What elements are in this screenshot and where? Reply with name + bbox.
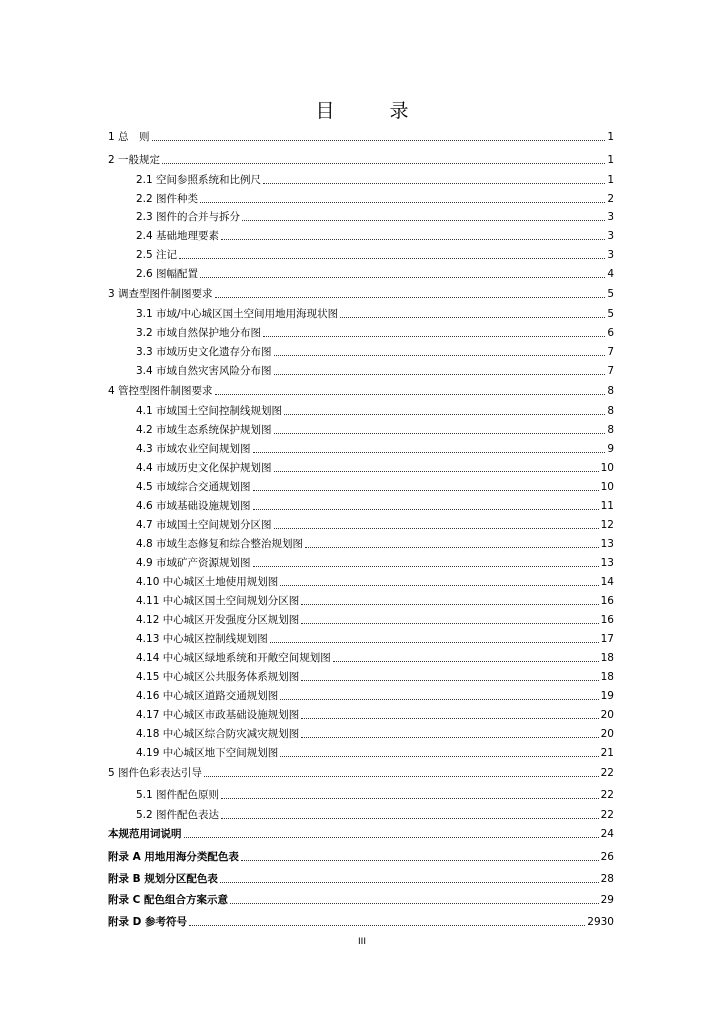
toc-entry-text: 3.2 市域自然保护地分布图 — [136, 327, 262, 339]
toc-entry-text: 4.12 中心城区开发强度分区规划图 — [136, 614, 300, 626]
toc-entry[interactable] — [136, 806, 614, 822]
leader-dots — [200, 276, 605, 278]
toc-entry-text: 4.8 市域生态修复和综合整治规划图 — [136, 538, 304, 550]
toc-entry[interactable] — [108, 285, 614, 301]
toc-entry-text: 4.4 市域历史文化保护规划图 — [136, 462, 272, 474]
toc-entry-page: 10 — [600, 462, 614, 474]
toc-entry-text: 4.11 中心城区国土空间规划分区图 — [136, 595, 300, 607]
toc-entry[interactable] — [108, 825, 614, 841]
toc-entry-page: 4 — [607, 268, 614, 280]
leader-dots — [221, 817, 599, 819]
leader-dots — [253, 565, 599, 567]
toc-entry[interactable] — [136, 208, 614, 224]
leader-dots — [179, 257, 605, 259]
toc-entry-text: 4.17 中心城区市政基础设施规划图 — [136, 709, 300, 721]
toc-entry-text: 本规范用词说明 — [108, 828, 182, 840]
leader-dots — [270, 641, 599, 643]
toc-entry-text: 4.6 市域基础设施规划图 — [136, 500, 251, 512]
toc-entry[interactable] — [136, 227, 614, 243]
leader-dots — [274, 432, 606, 434]
toc-entry-text: 2.2 图件种类 — [136, 193, 199, 205]
toc-entry-page: 2 — [607, 193, 614, 205]
toc-entry-text: 3 调查型图件制图要求 — [108, 288, 213, 300]
leader-dots — [220, 881, 599, 883]
leader-dots — [263, 182, 605, 184]
page-number: III — [358, 937, 366, 947]
toc-entry-text: 4.10 中心城区土地使用规划图 — [136, 576, 279, 588]
toc-entry[interactable] — [136, 324, 614, 340]
toc-entry-page: 7 — [607, 365, 614, 377]
toc-entry-text: 2.3 图件的合并与拆分 — [136, 211, 241, 223]
toc-entry-page: 26 — [600, 851, 614, 863]
leader-dots — [274, 527, 599, 529]
leader-dots — [184, 836, 599, 838]
leader-dots — [230, 902, 599, 904]
toc-entry-page: 13 — [600, 538, 614, 550]
toc-entry[interactable] — [136, 440, 614, 456]
toc-entry[interactable] — [136, 744, 614, 760]
toc-entry-page: 3 — [607, 249, 614, 261]
toc-entry-page: 10 — [600, 481, 614, 493]
toc-entry-page: 18 — [600, 671, 614, 683]
toc-entry-page: 3 — [607, 230, 614, 242]
leader-dots — [253, 451, 606, 453]
toc-entry[interactable] — [136, 421, 614, 437]
toc-entry[interactable] — [136, 706, 614, 722]
toc-entry[interactable] — [136, 190, 614, 206]
toc-entry-text: 4.19 中心城区地下空间规划图 — [136, 747, 279, 759]
toc-entry-page: 8 — [607, 424, 614, 436]
toc-entry-page: 7 — [607, 346, 614, 358]
leader-dots — [204, 775, 599, 777]
toc-entry[interactable] — [136, 497, 614, 513]
toc-entry-text: 2.6 图幅配置 — [136, 268, 199, 280]
toc-entry-page: 13 — [600, 557, 614, 569]
leader-dots — [301, 717, 598, 719]
leader-dots — [301, 736, 598, 738]
toc-entry-text: 1 总 则 — [108, 131, 150, 143]
leader-dots — [284, 413, 605, 415]
toc-entry-text: 2.1 空间参照系统和比例尺 — [136, 174, 262, 186]
leader-dots — [305, 546, 599, 548]
toc-entry-page: 14 — [600, 576, 614, 588]
toc-entry-text: 4 管控型图件制图要求 — [108, 385, 213, 397]
toc-entry[interactable] — [136, 554, 614, 570]
toc-entry-page: 21 — [600, 747, 614, 759]
toc-entry[interactable] — [136, 573, 614, 589]
toc-entry[interactable] — [136, 725, 614, 741]
toc-entry[interactable] — [136, 402, 614, 418]
leader-dots — [274, 373, 606, 375]
toc-entry-text: 4.7 市域国土空间规划分区图 — [136, 519, 272, 531]
leader-dots — [274, 354, 606, 356]
toc-entry-page: 17 — [600, 633, 614, 645]
toc-entry-page: 20 — [600, 709, 614, 721]
toc-entry-text: 4.3 市域农业空间规划图 — [136, 443, 251, 455]
leader-dots — [221, 797, 599, 799]
toc-entry-page: 28 — [600, 873, 614, 885]
toc-entry-text: 3.1 市域/中心城区国土空间用地用海现状图 — [136, 308, 339, 320]
page-title: 目 录 — [315, 100, 427, 122]
toc-entry-text: 5.2 图件配色表达 — [136, 809, 220, 821]
toc-entry-page: 19 — [600, 690, 614, 702]
toc-entry-text: 5 图件色彩表达引导 — [108, 767, 203, 779]
toc-entry-text: 4.13 中心城区控制线规划图 — [136, 633, 268, 645]
toc-entry[interactable] — [136, 535, 614, 551]
toc-entry-text: 5.1 图件配色原则 — [136, 789, 220, 801]
toc-entry[interactable] — [136, 687, 614, 703]
toc-entry-page: 22 — [600, 809, 614, 821]
leader-dots — [253, 489, 599, 491]
toc-entry[interactable] — [108, 151, 614, 167]
leader-dots — [301, 622, 598, 624]
toc-entry[interactable] — [136, 592, 614, 608]
toc-entry-text: 4.15 中心城区公共服务体系规划图 — [136, 671, 300, 683]
leader-dots — [200, 201, 605, 203]
leader-dots — [301, 679, 598, 681]
toc-entry-page: 8 — [607, 405, 614, 417]
leader-dots — [189, 924, 585, 926]
leader-dots — [215, 296, 606, 298]
leader-dots — [280, 698, 598, 700]
toc-entry-text: 附录 A 用地用海分类配色表 — [108, 851, 239, 863]
leader-dots — [274, 470, 599, 472]
toc-entry-page: 22 — [600, 767, 614, 779]
toc-entry-page: 24 — [600, 828, 614, 840]
toc-entry[interactable] — [136, 343, 614, 359]
toc-entry-text: 2 一般规定 — [108, 154, 161, 166]
toc-entry[interactable] — [136, 305, 614, 321]
toc-entry-page: 1 — [607, 154, 614, 166]
toc-entry-page: 3 — [607, 211, 614, 223]
leader-dots — [253, 508, 599, 510]
leader-dots — [280, 584, 598, 586]
toc-entry-text: 4.1 市域国土空间控制线规划图 — [136, 405, 283, 417]
toc-entry[interactable] — [108, 913, 614, 929]
toc-entry-text: 3.4 市域自然灾害风险分布图 — [136, 365, 272, 377]
toc-entry-text: 2.5 注记 — [136, 249, 178, 261]
leader-dots — [242, 219, 605, 221]
leader-dots — [162, 162, 605, 164]
toc-entry[interactable] — [108, 870, 614, 886]
toc-entry-text: 附录 D 参考符号 — [108, 916, 188, 928]
toc-entry[interactable] — [136, 786, 614, 802]
toc-entry[interactable] — [136, 171, 614, 187]
toc-entry[interactable] — [136, 611, 614, 627]
toc-entry[interactable] — [108, 848, 614, 864]
toc-entry-text: 4.2 市域生态系统保护规划图 — [136, 424, 272, 436]
toc-entry-text: 3.3 市域历史文化遗存分布图 — [136, 346, 272, 358]
toc-entry-page: 2930 — [587, 916, 614, 928]
leader-dots — [333, 660, 599, 662]
toc-entry-text: 4.5 市域综合交通规划图 — [136, 481, 251, 493]
toc-entry[interactable] — [136, 362, 614, 378]
toc-entry-page: 20 — [600, 728, 614, 740]
toc-entry[interactable] — [108, 382, 614, 398]
toc-entry-page: 5 — [607, 308, 614, 320]
toc-entry-text: 4.14 中心城区绿地系统和开敞空间规划图 — [136, 652, 331, 664]
toc-entry-page: 18 — [600, 652, 614, 664]
leader-dots — [340, 316, 605, 318]
toc-entry-text: 附录 C 配色组合方案示意 — [108, 894, 229, 906]
toc-entry-page: 16 — [600, 614, 614, 626]
toc-entry-text: 4.16 中心城区道路交通规划图 — [136, 690, 279, 702]
toc-entry-text: 4.18 中心城区综合防灾减灾规划图 — [136, 728, 300, 740]
toc-entry[interactable] — [136, 265, 614, 281]
toc-entry[interactable] — [136, 649, 614, 665]
leader-dots — [263, 335, 605, 337]
toc-entry-page: 1 — [607, 174, 614, 186]
toc-entry[interactable] — [136, 459, 614, 475]
leader-dots — [152, 139, 606, 141]
toc-entry[interactable] — [136, 630, 614, 646]
toc-entry-page: 12 — [600, 519, 614, 531]
toc-entry[interactable] — [108, 891, 614, 907]
leader-dots — [215, 393, 606, 395]
toc-entry-text: 2.4 基础地理要素 — [136, 230, 220, 242]
toc-entry[interactable] — [136, 668, 614, 684]
toc-entry-page: 16 — [600, 595, 614, 607]
toc-entry-page: 11 — [600, 500, 614, 512]
toc-entry-page: 6 — [607, 327, 614, 339]
toc-entry[interactable] — [136, 246, 614, 262]
toc-entry-text: 附录 B 规划分区配色表 — [108, 873, 218, 885]
toc-entry-page: 8 — [607, 385, 614, 397]
toc-entry-page: 29 — [600, 894, 614, 906]
leader-dots — [301, 603, 598, 605]
toc-entry[interactable] — [108, 764, 614, 780]
toc-entry[interactable] — [108, 128, 614, 144]
leader-dots — [221, 238, 605, 240]
leader-dots — [280, 755, 598, 757]
toc-entry[interactable] — [136, 478, 614, 494]
toc-entry-page: 9 — [607, 443, 614, 455]
toc-entry-page: 1 — [607, 131, 614, 143]
toc-entry-text: 4.9 市域矿产资源规划图 — [136, 557, 251, 569]
toc-entry-page: 5 — [607, 288, 614, 300]
toc-entry-page: 22 — [600, 789, 614, 801]
leader-dots — [241, 859, 599, 861]
toc-entry[interactable] — [136, 516, 614, 532]
